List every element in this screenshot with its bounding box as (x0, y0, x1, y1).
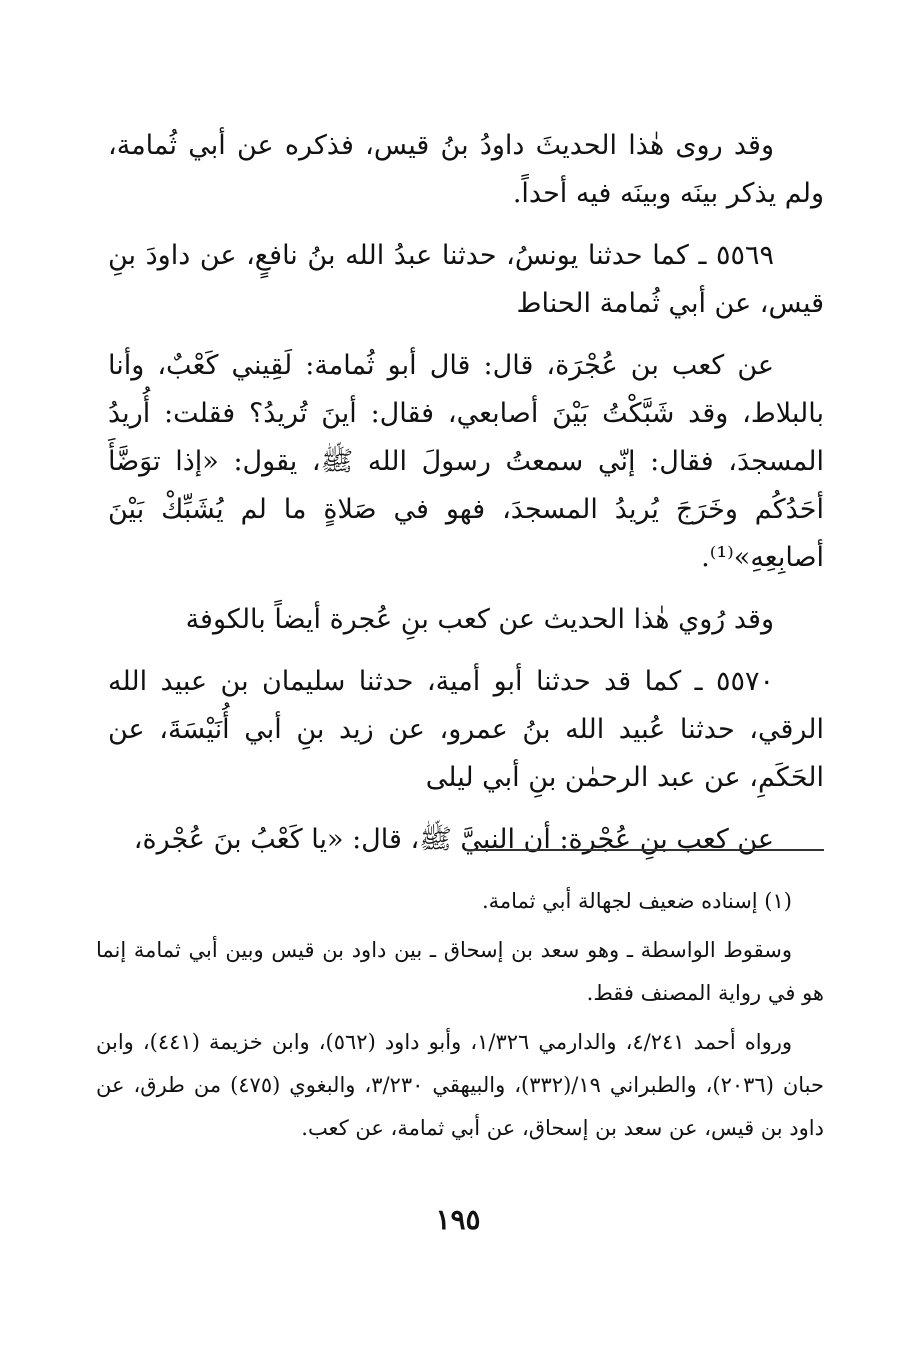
footnote-1-sources: ورواه أحمد ٤/٢٤١، والدارمي ١/٣٢٦، وأبو داود (٥٦٢)، وابن خزيمة (٤٤١)، وابن حبان (٢٠٣٦)، والطبراني ١٩/(٣٣٢)، والبيهقي ٣/٢٣٠، والبغوي (٤٧٥) من طرق، عن داود بن قيس، عن سعد بن إسحاق، عن أبي ثمامة، عن كعب. (96, 1030, 825, 1140)
hadith-5570-matn: عن كعب بنِ عُجْرة: أن النبيَّ ﷺ، قال: «يا كَعْبُ بنَ عُجْرة، (133, 824, 774, 855)
hadith-5569-isnad: ٥٥٦٩ ـ كما حدثنا يونسُ، حدثنا عبدُ الله بنُ نافعٍ، عن داودَ بنِ قيس، عن أبي ثُمامة الحناط (108, 240, 824, 319)
page-number: ١٩٥ (435, 1203, 481, 1236)
hadith-5569-matn: عن كعب بن عُجْرَة، قال: قال أبو ثُمامة: لَقِيني كَعْبٌ، وأنا بالبلاط، وقد شَبَّكْتُ بَيْنَ أصابعي، فقال: أينَ تُريدُ؟ فقلت: أُريدُ المسجدَ، فقال: إنّي سمعتُ رسولَ الله ﷺ، يقول: «إذا توَضَّأَ أحَدُكُم وخَرَجَ يُريدُ المسجدَ، فهو في صَلاةٍ ما لم يُشَبِّكْ بَيْنَ أصابِعِهِ»⁽¹⁾. (108, 350, 824, 573)
footnote-1: (١) إسناده ضعيف لجهالة أبي ثمامة. (481, 889, 792, 913)
hadith-5570-isnad: ٥٥٧٠ ـ كما قد حدثنا أبو أمية، حدثنا سليمان بن عبيد الله الرقي، حدثنا عُبيد الله بنُ عمرو، عن زيد بنِ أبي أُنَيْسَةَ، عن الحَكَمِ، عن عبد الرحمٰن بنِ أبي ليلى (108, 666, 824, 793)
footnotes (96, 880, 824, 1156)
paragraph-intro: وقد روى هٰذا الحديثَ داودُ بنُ قيس، فذكره عن أبي ثُمامة، ولم يذكر بينَه وبينَه فيه أحداً. (108, 130, 824, 209)
main-text (108, 122, 824, 878)
footnote-1-continued: وسقوط الواسطة ـ وهو سعد بن إسحاق ـ بين داود بن قيس وبين أبي ثمامة إنما هو في رواية المصنف فقط. (96, 938, 824, 1005)
paragraph-kufa-note: وقد رُوي هٰذا الحديث عن كعب بنِ عُجرة أيضاً بالكوفة (185, 604, 774, 635)
footnote-divider (466, 849, 824, 851)
